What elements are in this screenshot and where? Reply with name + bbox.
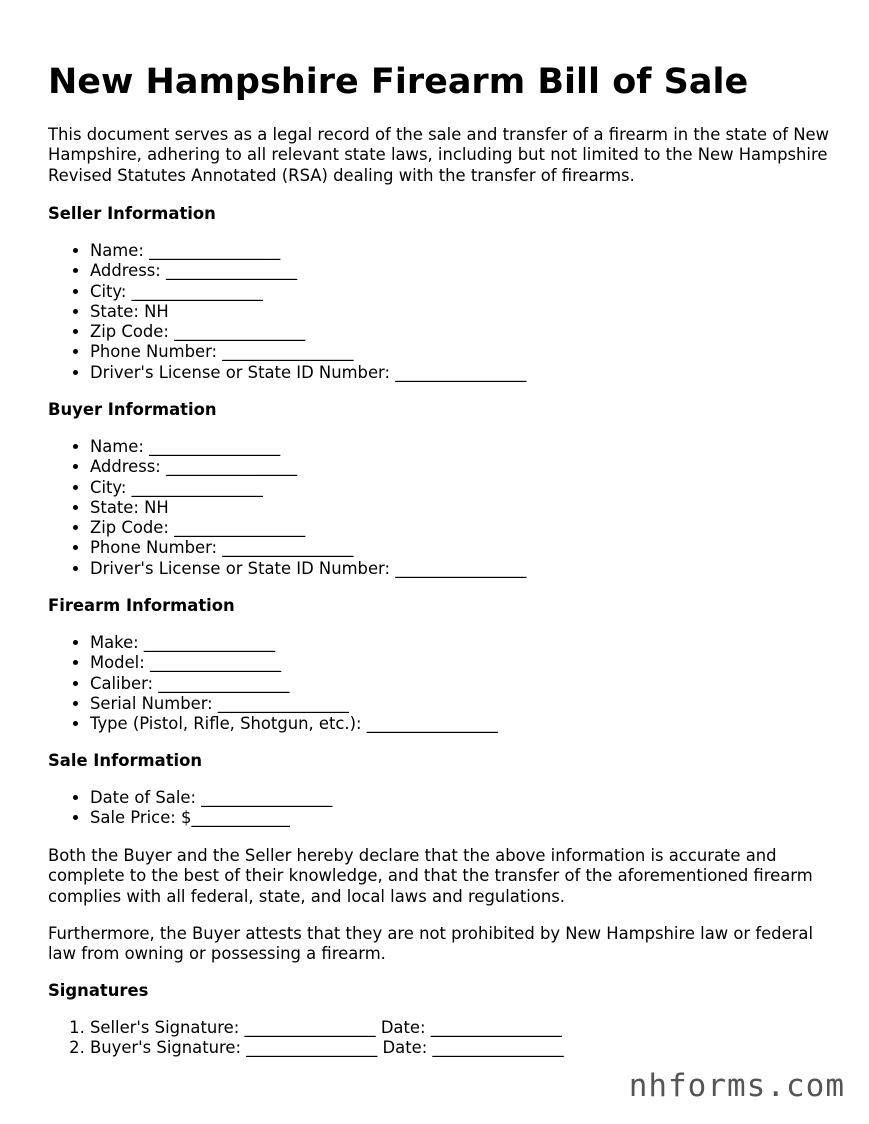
document-title: New Hampshire Firearm Bill of Sale	[48, 62, 749, 102]
attestation-paragraph: Furthermore, the Buyer attests that they are not prohibited by New Hampshire law or federal law from owning or possessing a firearm.	[48, 924, 814, 964]
signatures-heading: Signatures	[48, 981, 149, 1000]
seller-list	[48, 241, 526, 383]
seller-name-field: • Name: ________________	[90, 241, 526, 261]
firearm-make-field: • Make: ________________	[90, 633, 498, 653]
buyer-address-field: • Address: ________________	[90, 457, 526, 477]
signatures-list	[48, 1018, 564, 1059]
buyer-city-field: • City: ________________	[90, 478, 526, 498]
watermark-logo: nhforms.com	[628, 1068, 845, 1104]
seller-zip-field: • Zip Code: ________________	[90, 322, 526, 342]
seller-city-field: • City: ________________	[90, 282, 526, 302]
buyer-list	[48, 437, 526, 579]
sale-price-field: • Sale Price: $____________	[90, 808, 332, 828]
seller-license-field: • Driver's License or State ID Number: ________________	[90, 363, 526, 383]
firearm-list	[48, 633, 498, 734]
sale-date-field: • Date of Sale: ________________	[90, 788, 332, 808]
buyer-phone-field: • Phone Number: ________________	[90, 538, 526, 558]
seller-address-field: • Address: ________________	[90, 261, 526, 281]
firearm-type-field: • Type (Pistol, Rifle, Shotgun, etc.): ________________	[90, 714, 498, 734]
buyer-signature-line: 2. Buyer's Signature: ________________ Date: ________________	[90, 1038, 564, 1058]
seller-signature-line: 1. Seller's Signature: ________________ Date: ________________	[90, 1018, 564, 1038]
firearm-serial-field: • Serial Number: ________________	[90, 694, 498, 714]
seller-phone-field: • Phone Number: ________________	[90, 342, 526, 362]
firearm-model-field: • Model: ________________	[90, 653, 498, 673]
buyer-zip-field: • Zip Code: ________________	[90, 518, 526, 538]
buyer-license-field: • Driver's License or State ID Number: ________________	[90, 559, 526, 579]
firearm-caliber-field: • Caliber: ________________	[90, 674, 498, 694]
buyer-state-field: • State: NH	[90, 498, 526, 518]
sale-heading: Sale Information	[48, 751, 203, 770]
sale-list	[48, 788, 332, 829]
firearm-heading: Firearm Information	[48, 596, 235, 615]
buyer-heading: Buyer Information	[48, 400, 217, 419]
intro-paragraph: This document serves as a legal record of the sale and transfer of a firearm in the state of New Hampshire, adhering to all relevant state laws, including but not limited to the New Hampshire Revised Statutes Annotated (RSA) dealing with the transfer of firearms.	[48, 125, 829, 185]
declaration-paragraph: Both the Buyer and the Seller hereby declare that the above information is accurate and complete to the best of their knowledge, and that the transfer of the aforementioned firearm complies with all federal, state, and local laws and regulations.	[48, 846, 813, 906]
seller-state-field: • State: NH	[90, 302, 526, 322]
seller-heading: Seller Information	[48, 204, 216, 223]
buyer-name-field: • Name: ________________	[90, 437, 526, 457]
